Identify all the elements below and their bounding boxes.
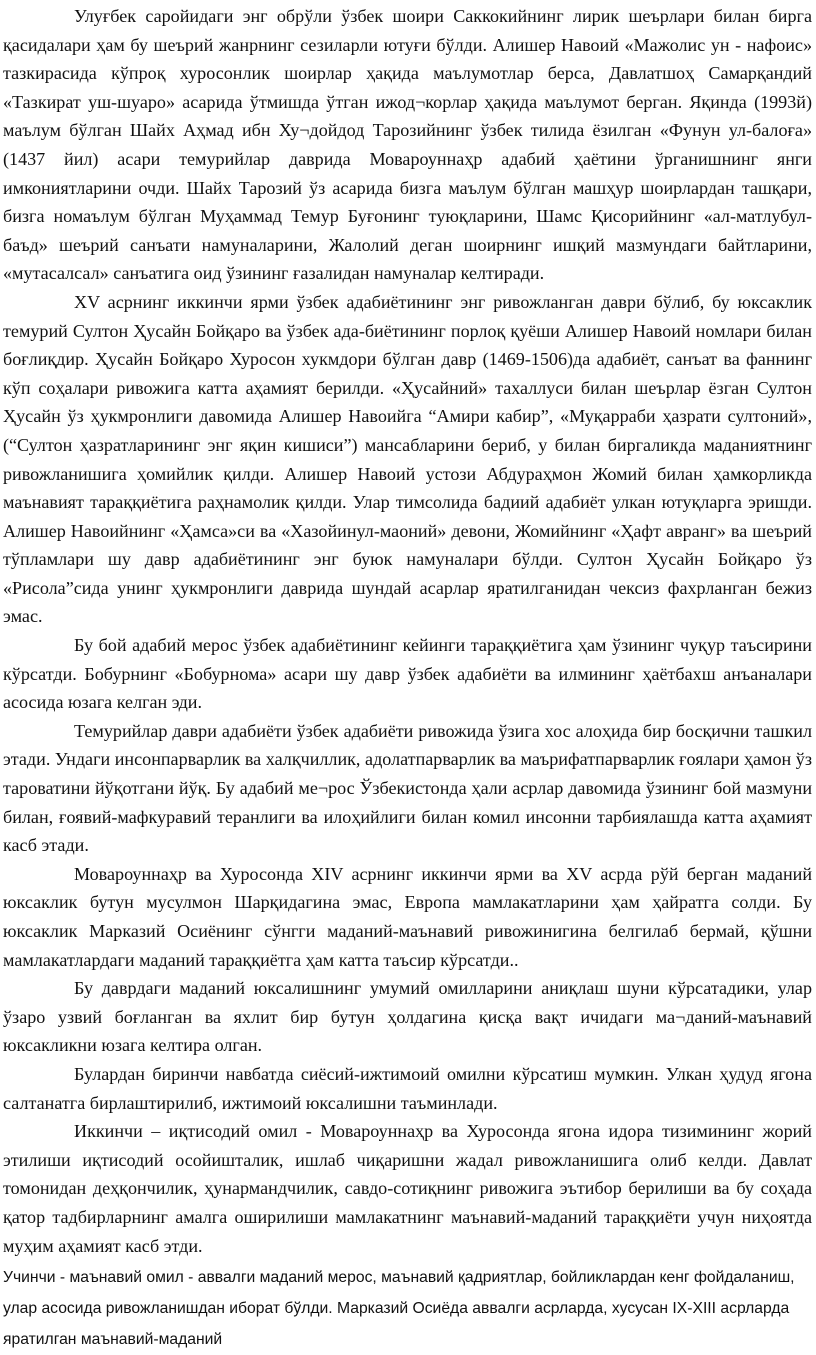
paragraph-second-factor: Иккинчи – иқтисодий омил - Мовароуннаҳр ва Хуросонда ягона идора тизимининг жорий этилиши иқтисодий осойишталик, ишлаб чиқаришни жадал ривожланишига олиб келди. Давлат томонидан деҳқончилик, ҳунармандчилик, савдо-сотиқнинг ривожига эътибор берилиши ва бу соҳада қатор тадбирларнинг амалга оширилиши мамлакатнинг маънавий-маданий тараққиёти учун ниҳоятда муҳим аҳамият касб этди. xyxy=(3,1121,812,1256)
paragraph-cultural-rise: Мовароуннаҳр ва Хуросонда XIV асрнинг иккинчи ярми ва XV асрда рўй берган маданий юксаклик бутун мусулмон Шарқидагина эмас, Европа мамлакатларини ҳам ҳайратга солди. Бу юксаклик Марказий Осиёнинг сўнгги маданий-маънавий ривожинигина белгилаб бермай, қўшни мамлакатлардаги маданий тараққиётга ҳам катта таъсир кўрсатди.. xyxy=(3,863,812,970)
paragraph-first-factor: Булардан биринчи навбатда сиёсий-ижтимоий омилни кўрсатиш мумкин. Улкан ҳудуд ягона салтанатга бирлаштирилиб, ижтимоий юксалишни таъминлади. xyxy=(3,1063,812,1113)
document-tail xyxy=(3,1262,812,1355)
document-body xyxy=(3,2,812,1260)
paragraph-heritage: Бу бой адабий мерос ўзбек адабиётининг кейинги тараққиётига ҳам ўзининг чуқур таъсирини кўрсатди. Бобурнинг «Бобурнома» асари шу давр ўзбек адабиёти ва илмининг ҳаётбахш анъаналари асосида юзага келган эди. xyxy=(3,635,812,713)
paragraph-xv-century: XV асрнинг иккинчи ярми ўзбек адабиётининг энг ривожланган даври бўлиб, бу юксаклик темурий Султон Ҳусайн Бойқаро ва ўзбек ада-биётининг порлоқ қуёши Алишер Навоий номлари билан боғлиқдир. Ҳусайн Бойқаро Хуросон хукмдори бўлган давр (1469-1506)да адабиёт, санъат ва фаннинг кўп соҳалари ривожига катта аҳамият берилди. «Ҳусайний» тахаллуси билан шеърлар ёзган Султон Ҳусайн ўз ҳукмронлиги давомида Алишер Навоийга “Амири кабир”, «Муқарраби ҳазрати султоний», (“Султон ҳазратларининг энг яқин кишиси”) мансабларини бериб, у билан биргаликда маданиятнинг ривожланишига ҳомийлик қилди. Алишер Навоий устози Абдураҳмон Жомий билан ҳамкорликда маънавият тараққиётига раҳнамолик қилди. Улар тимсолида бадиий адабиёт улкан ютуқларга эришди. Алишер Навоийнинг «Ҳамса»си ва «Хазойинул-маоний» девони, Жомийнинг «Ҳафт авранг» ва шеърий тўпламлари шу давр адабиётининг энг буюк намуналари бўлди. Султон Ҳусайн Бойқаро ўз «Рисола”сида унинг ҳукмронлиги даврида шундай асарлар яратилганидан чексиз фахрланган бежиз эмас. xyxy=(3,291,812,627)
paragraph-saqqokiy: Улуғбек саройидаги энг обрўли ўзбек шоири Саккокийнинг лирик шеърлари билан бирга қасидалари ҳам бу шеърий жанрнинг сезиларли ютуғи бўлди. Алишер Навоий «Мажолис ун - нафоис» тазкирасида кўпроқ хуросонлик шоирлар ҳақида маълумотлар берса, Давлатшоҳ Самарқандий «Тазкират уш-шуаро» асарида ўтмишда ўтган ижод¬корлар ҳақида маълумот берган. Яқинда (1993й) маълум бўлган Шайх Аҳмад ибн Ху¬дойдод Тарозийнинг ўзбек тилида ёзилган «Фунун ул-балоға» (1437 йил) асари темурийлар даврида Мовароуннаҳр адабий ҳаётини ўрганишнинг янги имкониятларини очди. Шайх Тарозий ўз асарида бизга маълум бўлган машҳур шоирлардан ташқари, бизга номаълум бўлган Муҳаммад Темур Буғонинг туюқларини, Шамс Қисорийнинг «ал-матлубул-баъд» шеърий санъати намуналарини, Жалолий деган шоирнинг ишқий мазмундаги байтларини, «мутасалсал» санъатига оид ўзининг ғазалидан намуналар келтиради. xyxy=(3,6,812,284)
paragraph-factors: Бу даврдаги маданий юксалишнинг умумий омилларини аниқлаш шуни кўрсатадики, улар ўзаро узвий боғланган ва яхлит бир бутун ҳолдагина қисқа вақт ичидаги ма¬даний-маънавий юксакликни юзага келтира олган. xyxy=(3,978,812,1056)
paragraph-third-factor: Учинчи - маънавий омил - аввалги маданий мерос, маънавий қадриятлар, бойликлардан кенг фойдаланиш, улар асосида ривожланишдан иборат бўлди. Марказий Осиёда аввалги асрларда, хусусан IX-XIII асрларда яратилган маънавий-маданий xyxy=(3,1269,795,1349)
paragraph-timurid-literature: Темурийлар даври адабиёти ўзбек адабиёти ривожида ўзига хос алоҳида бир босқични ташкил этади. Ундаги инсонпарварлик ва халқчиллик, адолатпарварлик ва маърифатпарварлик ғоялари ҳамон ўз тароватини йўқотгани йўқ. Бу адабий ме¬рос Ўзбекистонда ҳали асрлар давомида ўзининг бой мазмуни билан, ғоявий-мафкуравий теранлиги ва илоҳийлиги билан комил инсонни тарбиялашда катта аҳамият касб этади. xyxy=(3,720,812,856)
